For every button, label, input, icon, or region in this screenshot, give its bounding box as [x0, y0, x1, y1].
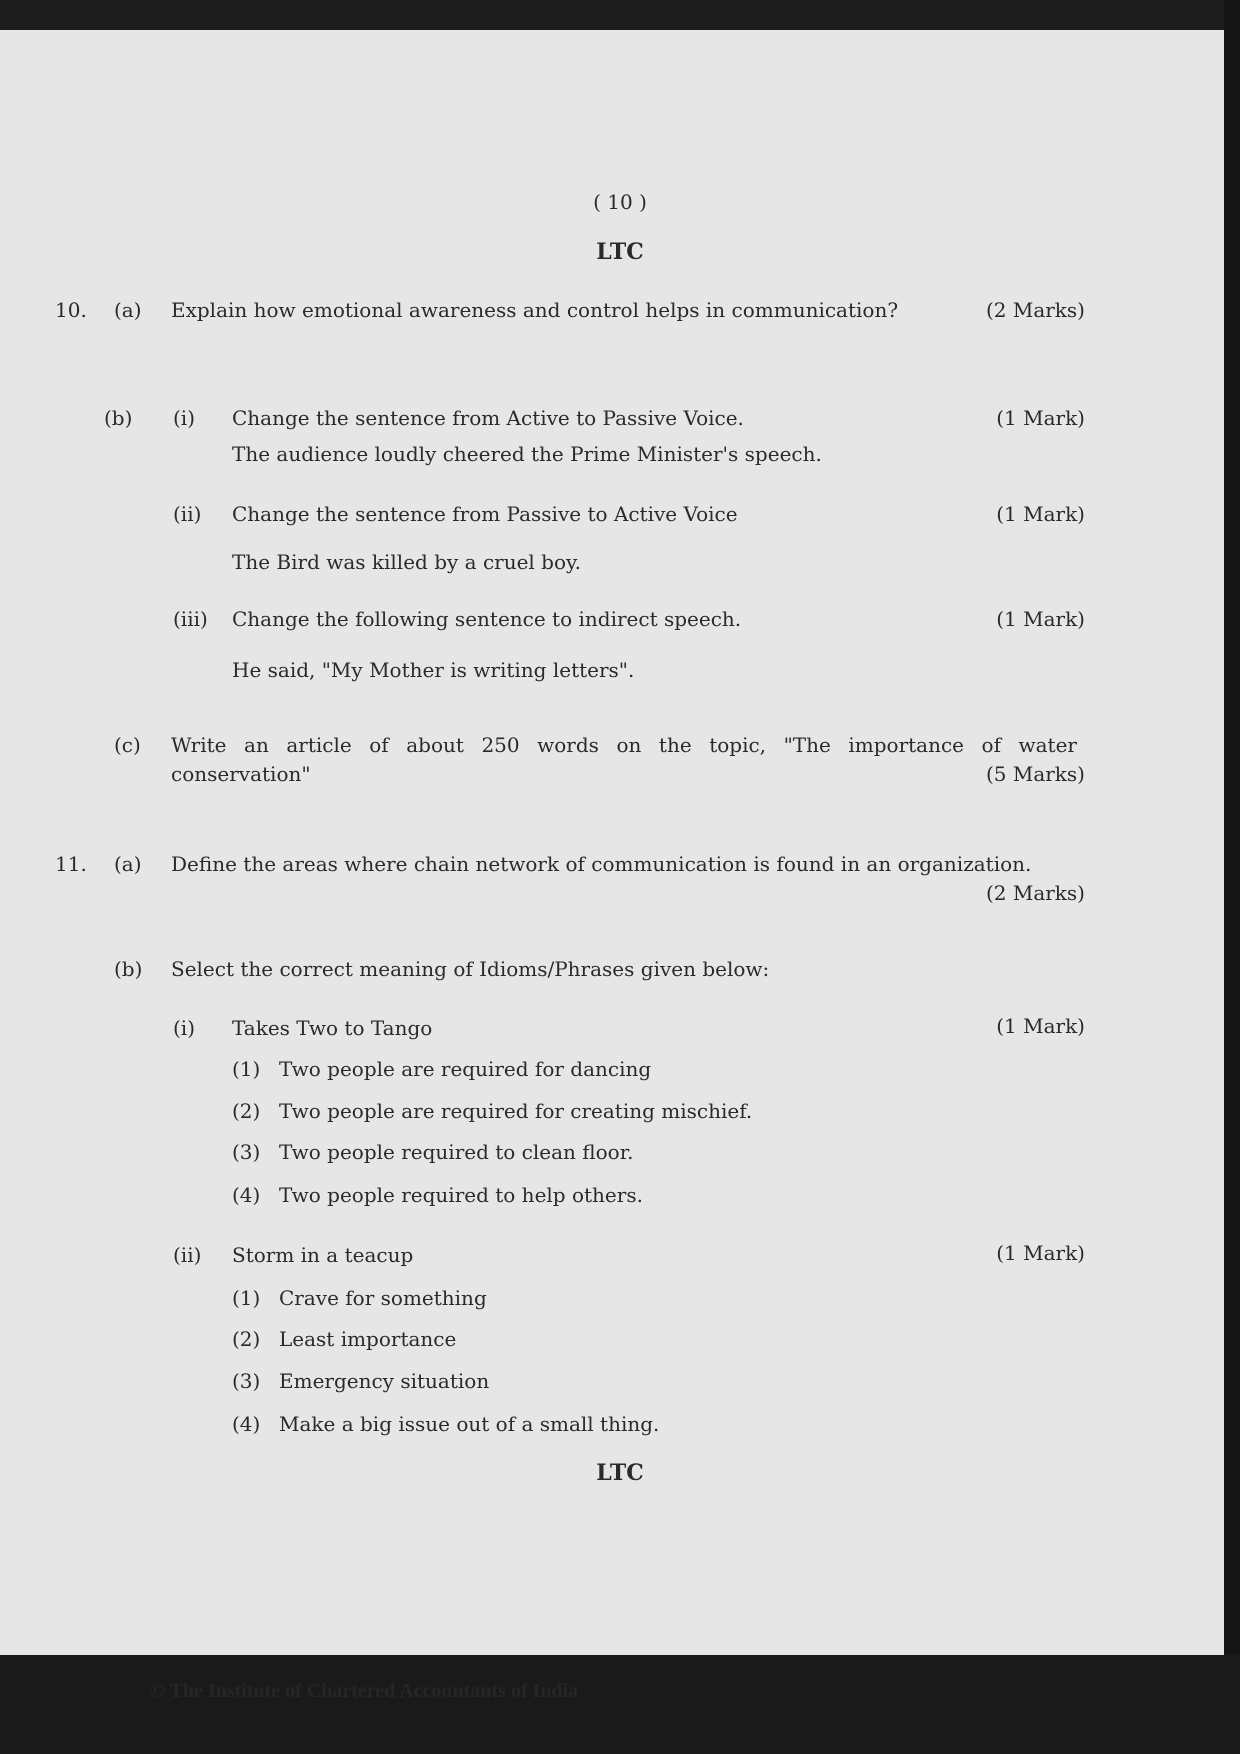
watermark: © The Institute of Chartered Accountants of India	[150, 1680, 579, 1702]
q11-b-i-idiom: Takes Two to Tango	[232, 1016, 433, 1040]
q11-b-ii-option-text: Least importance	[279, 1327, 457, 1351]
q11-a-label: (a)	[114, 852, 142, 876]
q11-number: 11.	[55, 852, 87, 876]
q10-c-label: (c)	[114, 733, 141, 757]
q11-b-i-marks: (1 Mark)	[996, 1014, 1085, 1038]
q10-a-label: (a)	[114, 298, 142, 322]
q10-number: 10.	[55, 298, 87, 322]
q10-b-iii-instruction: Change the following sentence to indirect speech.	[232, 607, 742, 631]
q10-b-label: (b)	[104, 406, 133, 430]
q11-b-i-option-text: Two people are required for creating mischief.	[279, 1099, 753, 1123]
q11-a-text: Define the areas where chain network of communication is found in an organization.	[171, 852, 1032, 876]
q10-b-ii-sentence: The Bird was killed by a cruel boy.	[232, 550, 582, 574]
q10-b-i-label: (i)	[173, 406, 196, 430]
q11-b-label: (b)	[114, 957, 143, 981]
q10-b-iii-marks: (1 Mark)	[996, 607, 1085, 631]
q10-b-ii-label: (ii)	[173, 502, 202, 526]
q11-b-i-option-text: Two people required to help others.	[279, 1183, 643, 1207]
q10-c-line1: Write an article of about 250 words on the topic, "The importance of water	[171, 733, 1077, 757]
q11-b-ii-option-num: (1)	[232, 1286, 261, 1310]
q11-b-ii-option-text: Make a big issue out of a small thing.	[279, 1412, 660, 1436]
q10-c-marks: (5 Marks)	[985, 762, 1085, 786]
q11-a-marks: (2 Marks)	[985, 881, 1085, 905]
q10-b-iii-label: (iii)	[173, 607, 208, 631]
q11-b-i-option-num: (4)	[232, 1183, 261, 1207]
page-number: ( 10 )	[593, 190, 647, 214]
q11-b-ii-label: (ii)	[173, 1243, 202, 1267]
q10-b-ii-instruction: Change the sentence from Passive to Active Voice	[232, 502, 738, 526]
q11-b-ii-marks: (1 Mark)	[996, 1241, 1085, 1265]
q11-b-ii-option-num: (2)	[232, 1327, 261, 1351]
footer-band	[0, 1655, 1240, 1754]
q10-b-i-sentence: The audience loudly cheered the Prime Minister's speech.	[232, 442, 822, 466]
q10-b-iii-sentence: He said, "My Mother is writing letters".	[232, 658, 635, 682]
footer-code: LTC	[596, 1460, 644, 1486]
q11-b-i-label: (i)	[173, 1016, 196, 1040]
q11-b-text: Select the correct meaning of Idioms/Phrases given below:	[171, 957, 770, 981]
header-code: LTC	[596, 239, 644, 265]
q11-b-i-option-num: (3)	[232, 1140, 261, 1164]
q10-a-text: Explain how emotional awareness and control helps in communication?	[171, 298, 899, 322]
q10-b-ii-marks: (1 Mark)	[996, 502, 1085, 526]
q11-b-i-option-num: (1)	[232, 1057, 261, 1081]
q11-b-ii-option-text: Crave for something	[279, 1286, 487, 1310]
q10-c-line2: conservation"	[171, 762, 311, 786]
q10-b-i-instruction: Change the sentence from Active to Passive Voice.	[232, 406, 744, 430]
q11-b-ii-idiom: Storm in a teacup	[232, 1243, 414, 1267]
q11-b-i-option-text: Two people required to clean floor.	[279, 1140, 634, 1164]
q11-b-ii-option-num: (4)	[232, 1412, 261, 1436]
q11-b-ii-option-num: (3)	[232, 1369, 261, 1393]
q11-b-ii-option-text: Emergency situation	[279, 1369, 490, 1393]
q11-b-i-option-text: Two people are required for dancing	[279, 1057, 652, 1081]
q11-b-i-option-num: (2)	[232, 1099, 261, 1123]
q10-b-i-marks: (1 Mark)	[996, 406, 1085, 430]
q10-a-marks: (2 Marks)	[985, 298, 1085, 322]
